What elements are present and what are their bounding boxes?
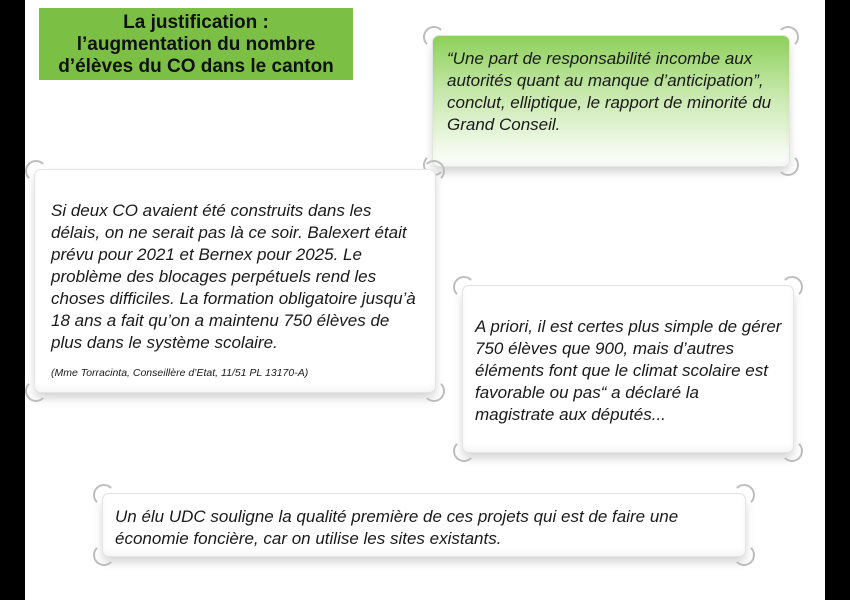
quote-box-magistrate	[463, 286, 793, 452]
quote-attribution: (Mme Torracinta, Conseillère d’Etat, 11/51 PL 13170-A)	[51, 367, 309, 379]
curl-corner-icon	[453, 440, 475, 462]
curl-corner-icon	[777, 154, 799, 176]
curl-corner-icon	[733, 544, 755, 566]
title-line-2: l’augmentation du nombre	[76, 34, 316, 55]
curl-corner-icon	[93, 544, 115, 566]
curl-corner-icon	[777, 26, 799, 48]
curl-corner-icon	[781, 440, 803, 462]
title-line-3: d’élèves du CO dans le canton	[58, 56, 334, 77]
curl-corner-icon	[733, 484, 755, 506]
quote-box-udc	[103, 494, 745, 556]
slide-page	[25, 0, 825, 600]
curl-corner-icon	[93, 484, 115, 506]
quote-text-minority-report: “Une part de responsabilité incombe aux autorités quant au manque d’anticipation”, conclut, elliptique, le rapport de minorité du Grand Conseil.	[447, 49, 772, 134]
quote-box-torracinta	[35, 170, 435, 392]
quote-text-magistrate: A priori, il est certes plus simple de gérer 750 élèves que 900, mais d’autres éléments font que le climat scolaire est favorable ou pas“ a déclaré la magistrate aux députés...	[475, 317, 782, 424]
quote-text-torracinta: Si deux CO avaient été construits dans les délais, on ne serait pas là ce soir. Balexert était prévu pour 2021 et Bernex pour 2025. Le problème des blocages perpétuels rend les choses difficiles. La formation obligatoire jusqu’à 18 ans a fait qu’on a maintenu 750 élèves de plus dans le système scolaire.	[51, 201, 416, 352]
curl-corner-icon	[423, 380, 445, 402]
curl-corner-icon	[25, 160, 47, 182]
curl-corner-icon	[453, 276, 475, 298]
curl-corner-icon	[423, 26, 445, 48]
title-line-1: La justification :	[123, 12, 269, 33]
quote-box-minority-report	[433, 36, 789, 166]
slide-title	[39, 8, 353, 80]
quote-text-udc: Un élu UDC souligne la qualité première de ces projets qui est de faire une économie foncière, car on utilise les sites existants.	[115, 507, 679, 548]
curl-corner-icon	[781, 276, 803, 298]
curl-corner-icon	[25, 380, 47, 402]
curl-corner-icon	[423, 160, 445, 182]
